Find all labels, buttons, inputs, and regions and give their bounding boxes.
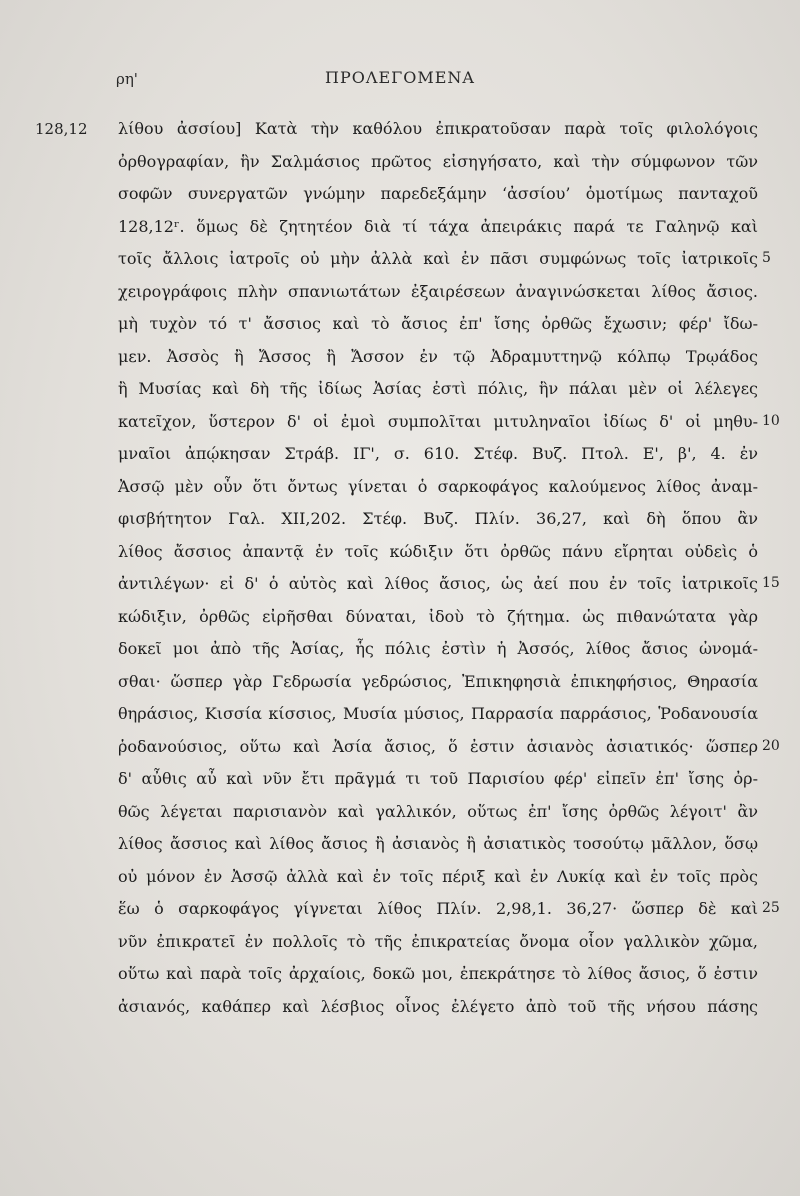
line-number: 25: [762, 900, 780, 916]
text-line: [0, 279, 800, 312]
line-text: τοῖς ἄλλοις ἰατροῖς οὐ μὴν ἀλλὰ καὶ ἐν πᾶσι συμφώνως τοῖς ἰατρικοῖς: [118, 249, 758, 268]
line-text: δοκεῖ μοι ἀπὸ τῆς Ἀσίας, ἧς πόλις ἐστὶν ἡ Ἀσσός, λίθος ἄσιος ὠνομά-: [118, 639, 758, 658]
line-text: σοφῶν συνεργατῶν γνώμην παρεδεξάμην ‘ἀσσίου’ ὁμοτίμως πανταχοῦ: [118, 184, 758, 203]
page-header: [0, 64, 800, 92]
text-line: [0, 766, 800, 799]
text-line: [0, 344, 800, 377]
text-line: [0, 246, 800, 279]
line-text: χειρογράφοις πλὴν σπανιωτάτων ἐξαιρέσεων ἀναγινώσκεται λίθος ἄσιος.: [118, 281, 758, 301]
line-text: ἀντιλέγων· εἰ δ' ὁ αὐτὸς καὶ λίθος ἄσιος, ὡς ἀεί που ἐν τοῖς ἰατρικοῖς: [118, 574, 758, 593]
text-line: [0, 701, 800, 734]
line-text: θηράσιος, Κισσία κίσσιος, Μυσία μύσιος, Παρρασία παρράσιος, Ῥοδανουσία: [118, 704, 758, 723]
line-number: 15: [762, 575, 780, 591]
line-text: οὕτω καὶ παρὰ τοῖς ἀρχαίοις, δοκῶ μοι, ἐπεκράτησε τὸ λίθος ἄσιος, ὅ ἐστιν: [118, 964, 758, 983]
text-line: [0, 864, 800, 897]
line-number: 20: [762, 737, 780, 754]
line-number: 10: [762, 412, 780, 429]
text-line: [0, 311, 800, 344]
text-line: [0, 409, 800, 442]
running-title: ΠΡΟΛΕΓΟΜΕΝΑ: [325, 68, 475, 87]
text-line: [0, 506, 800, 539]
line-text: ἕω ὁ σαρκοφάγος γίγνεται λίθος Πλίν. 2,98,1. 36,27· ὥσπερ δὲ καὶ: [118, 899, 758, 918]
line-text: μναῖοι ἀπῴκησαν Στράβ. ΙΓ', σ. 610. Στέφ. Βυζ. Πτολ. Ε', β', 4. ἐν: [118, 444, 758, 463]
text-line: [0, 214, 800, 247]
line-text: ῥοδανούσιος, οὕτω καὶ Ἀσία ἄσιος, ὅ ἐστιν ἀσιανὸς ἀσιατικός· ὥσπερ: [118, 736, 758, 756]
text-line: [0, 734, 800, 767]
line-text: ἢ Μυσίας καὶ δὴ τῆς ἰδίως Ἀσίας ἐστὶ πόλις, ἣν πάλαι μὲν οἱ λέλεγες: [118, 379, 758, 398]
line-text: νῦν ἐπικρατεῖ ἐν πολλοῖς τὸ τῆς ἐπικρατείας ὄνομα οἷον γαλλικὸν χῶμα,: [118, 931, 758, 951]
line-reference: 128,12: [35, 120, 88, 138]
text-line: [0, 669, 800, 702]
line-text: λίθου ἀσσίου] Κατὰ τὴν καθόλου ἐπικρατοῦσαν παρὰ τοῖς φιλολόγοις: [118, 119, 758, 138]
line-text: θῶς λέγεται παρισιανὸν καὶ γαλλικόν, οὕτως ἐπ' ἴσης ὀρθῶς λέγοιτ' ἂν: [118, 801, 758, 821]
page-number: ρη': [116, 70, 138, 88]
text-line: [0, 149, 800, 182]
body-text: [0, 116, 800, 1026]
text-line: [0, 961, 800, 994]
line-number: 5: [762, 250, 771, 266]
text-line: [0, 181, 800, 214]
line-text: οὐ μόνον ἐν Ἀσσῷ ἀλλὰ καὶ ἐν τοῖς πέριξ καὶ ἐν Λυκίᾳ καὶ ἐν τοῖς πρὸς: [118, 866, 758, 886]
text-line: [0, 116, 800, 149]
text-line: [0, 831, 800, 864]
line-text: σθαι· ὥσπερ γὰρ Γεδρωσία γεδρώσιος, Ἐπικηφησιὰ ἐπικηφήσιος, Θηρασία: [118, 671, 758, 691]
line-text: λίθος ἄσσιος ἀπαντᾷ ἐν τοῖς κώδιξιν ὅτι ὀρθῶς πάνυ εἴρηται οὐδεὶς ὁ: [118, 541, 758, 561]
text-line: [0, 571, 800, 604]
line-text: ὀρθογραφίαν, ἣν Σαλμάσιος πρῶτος εἰσηγήσατο, καὶ τὴν σύμφωνον τῶν: [118, 151, 758, 171]
text-line: [0, 896, 800, 929]
line-text: κατεῖχον, ὕστερον δ' οἱ ἐμοὶ συμπολῖται μιτυληναῖοι ἰδίως δ' οἱ μηθυ-: [118, 411, 758, 431]
text-line: [0, 994, 800, 1027]
text-line: [0, 604, 800, 637]
line-text: 128,12ʳ. ὅμως δὲ ζητητέον διὰ τί τάχα ἀπειράκις παρά τε Γαληνῷ καὶ: [118, 216, 758, 236]
line-text: δ' αὖθις αὖ καὶ νῦν ἔτι πρᾶγμά τι τοῦ Παρισίου φέρ' εἰπεῖν ἐπ' ἴσης ὀρ-: [118, 769, 758, 788]
text-line: [0, 474, 800, 507]
line-text: Ἀσσῷ μὲν οὖν ὅτι ὄντως γίνεται ὁ σαρκοφάγος καλούμενος λίθος ἀναμ-: [118, 476, 758, 496]
text-line: [0, 799, 800, 832]
line-text: μὴ τυχὸν τό τ' ἄσσιος καὶ τὸ ἄσιος ἐπ' ἴσης ὀρθῶς ἔχωσιν; φέρ' ἴδω-: [118, 314, 758, 333]
text-line: [0, 539, 800, 572]
line-text: λίθος ἄσσιος καὶ λίθος ἄσιος ἢ ἀσιανὸς ἢ ἀσιατικὸς τοσούτῳ μᾶλλον, ὅσῳ: [118, 834, 758, 853]
line-text: κώδιξιν, ὀρθῶς εἰρῆσθαι δύναται, ἰδοὺ τὸ ζήτημα. ὡς πιθανώτατα γὰρ: [118, 606, 758, 626]
line-text: μεν. Ἀσσὸς ἢ Ἄσσος ἢ Ἄσσον ἐν τῷ Ἀδραμυττηνῷ κόλπῳ Τρῳάδος: [118, 346, 758, 366]
text-line: [0, 376, 800, 409]
text-line: [0, 929, 800, 962]
text-line: [0, 441, 800, 474]
text-line: [0, 636, 800, 669]
line-text: ἀσιανός, καθάπερ καὶ λέσβιος οἶνος ἐλέγετο ἀπὸ τοῦ τῆς νήσου πάσης: [118, 996, 758, 1016]
line-text: φισβήτητον Γαλ. XII,202. Στέφ. Βυζ. Πλίν. 36,27, καὶ δὴ ὅπου ἂν: [118, 509, 758, 528]
